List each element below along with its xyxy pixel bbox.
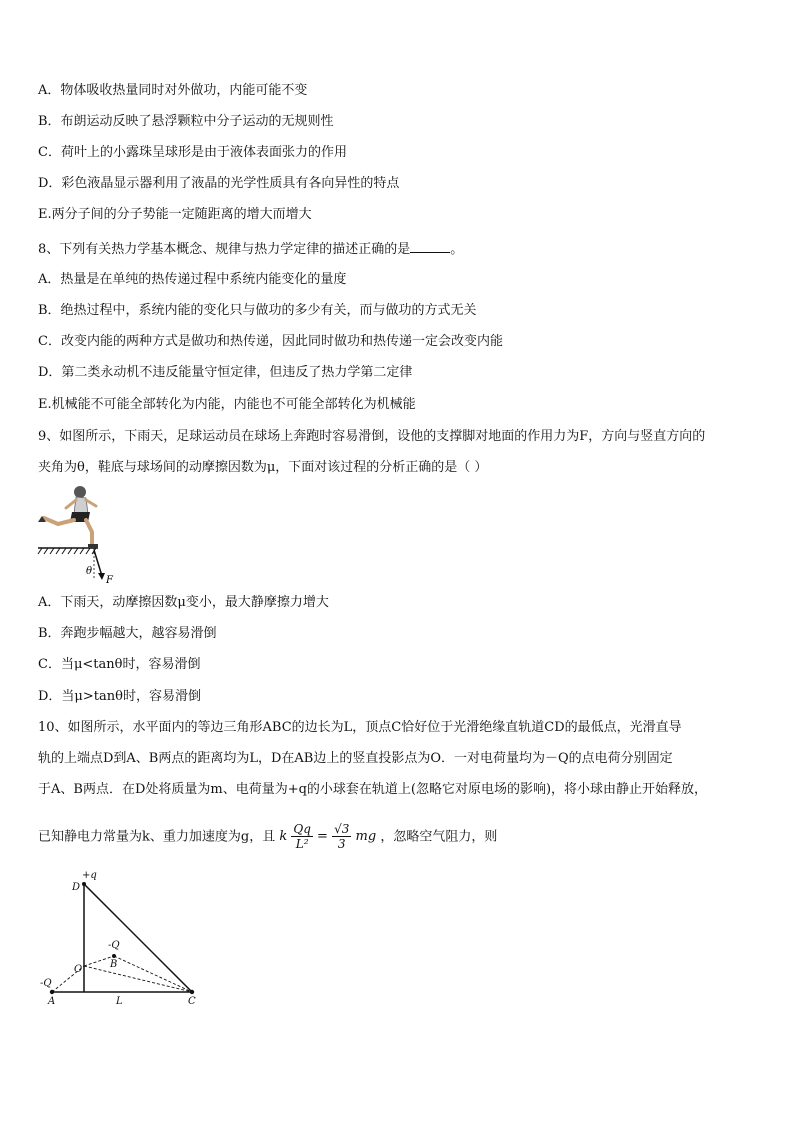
force-arrow [94,550,102,576]
q7-option-a: A．物体吸收热量同时对外做功，内能可能不变 [38,83,308,98]
label-B: B [110,959,118,970]
formula-denominator: L² [295,837,309,851]
q10-line3: 于A、B两点．在D处将质量为m、电荷量为+q的小球套在轨道上(忽略它对原电场的影响)，将小球由静止开始释放， [38,782,708,797]
label-O: O [74,964,83,975]
label-A: A [48,996,56,1006]
q9-option-c: C．当μ<tanθ时，容易滑倒 [38,657,201,672]
coulomb-formula [279,820,376,854]
q9-option-d: D．当μ>tanθ时，容易滑倒 [38,689,201,704]
q10-line4-post: ，忽略空气阻力，则 [380,829,498,845]
label-plus-q: +q [82,870,97,881]
label-D: D [72,882,81,893]
q9-option-a: A．下雨天，动摩擦因数μ变小，最大静摩擦力增大 [38,595,329,610]
point-C [190,990,194,994]
ground-hatching [38,548,96,554]
q8-stem-text: 8、下列有关热力学基本概念、规律与热力学定律的描述正确的是 [38,242,411,257]
q8-option-c: C．改变内能的两种方式是做功和热传递，因此同时做功和热传递一定会改变内能 [38,334,503,349]
formula-mg: mg [355,829,377,844]
q8-option-e: E.机械能不可能全部转化为内能，内能也不可能全部转化为机械能 [38,397,416,412]
q10-triangle-figure [36,866,206,1006]
q7-option-e: E.两分子间的分子势能一定随距离的增大而增大 [38,207,312,222]
q9-stem-line1: 9、如图所示，下雨天，足球运动员在球场上奔跑时容易滑倒，设他的支撑脚对地面的作用力为F，方向与竖直方向的 [38,429,706,444]
q7-option-d: D．彩色液晶显示器利用了液晶的光学性质具有各向异性的特点 [38,176,400,191]
force-label: F [106,575,113,586]
q8-option-b: B．绝热过程中，系统内能的变化只与做功的多少有关，而与做功的方式无关 [38,303,477,318]
answer-blank [410,240,450,253]
q10-line2: 轨的上端点D到A、B两点的距离均为L，D在AB边上的竖直投影点为O．一对电荷量均为－Q的点电荷分别固定 [38,751,673,766]
q8-option-d: D．第二类永动机不违反能量守恒定律，但违反了热力学第二定律 [38,365,413,380]
q9-runner-figure [36,482,126,586]
force-arrowhead [98,573,105,580]
point-D [82,882,86,886]
q10-line1: 10、如图所示，水平面内的等边三角形ABC的边长为L，顶点C恰好位于光滑绝缘直轨道CD的最低点，光滑直导 [38,720,682,735]
theta-label: θ [86,566,93,577]
formula-sqrt3: √3 [334,822,350,836]
q7-option-c: C．荷叶上的小露珠呈球形是由于液体表面张力的作用 [38,145,347,160]
formula-numerator: Qq [293,822,311,836]
formula-three: 3 [337,837,346,851]
dashed-OC [84,966,192,992]
q9-option-b: B．奔跑步幅越大，越容易滑倒 [38,626,217,641]
label-minus-Q-B: -Q [108,940,120,951]
track-DC [84,884,192,992]
label-C: C [188,996,196,1006]
q10-line4 [38,820,497,855]
q9-stem-line2: 夹角为θ，鞋底与球场间的动摩擦因数为μ，下面对该过程的分析正确的是（ ） [38,460,488,475]
q8-option-a: A．热量是在单纯的热传递过程中系统内能变化的量度 [38,272,347,287]
runner-silhouette [38,486,98,548]
dashed-BC [114,956,192,992]
formula-k: k [279,829,288,844]
formula-fraction-left [291,822,313,851]
point-A [50,990,54,994]
q10-line4-pre: 已知静电力常量为k、重力加速度为g，且 [38,829,276,845]
point-B [112,954,116,958]
q7-option-b: B．布朗运动反映了悬浮颗粒中分子运动的无规则性 [38,114,334,129]
q8-stem-end: 。 [450,242,464,257]
label-minus-Q-A: -Q [40,978,52,989]
formula-equals: = [317,829,328,844]
q8-stem [38,240,463,259]
label-L: L [116,996,123,1006]
formula-fraction-right [332,822,351,851]
